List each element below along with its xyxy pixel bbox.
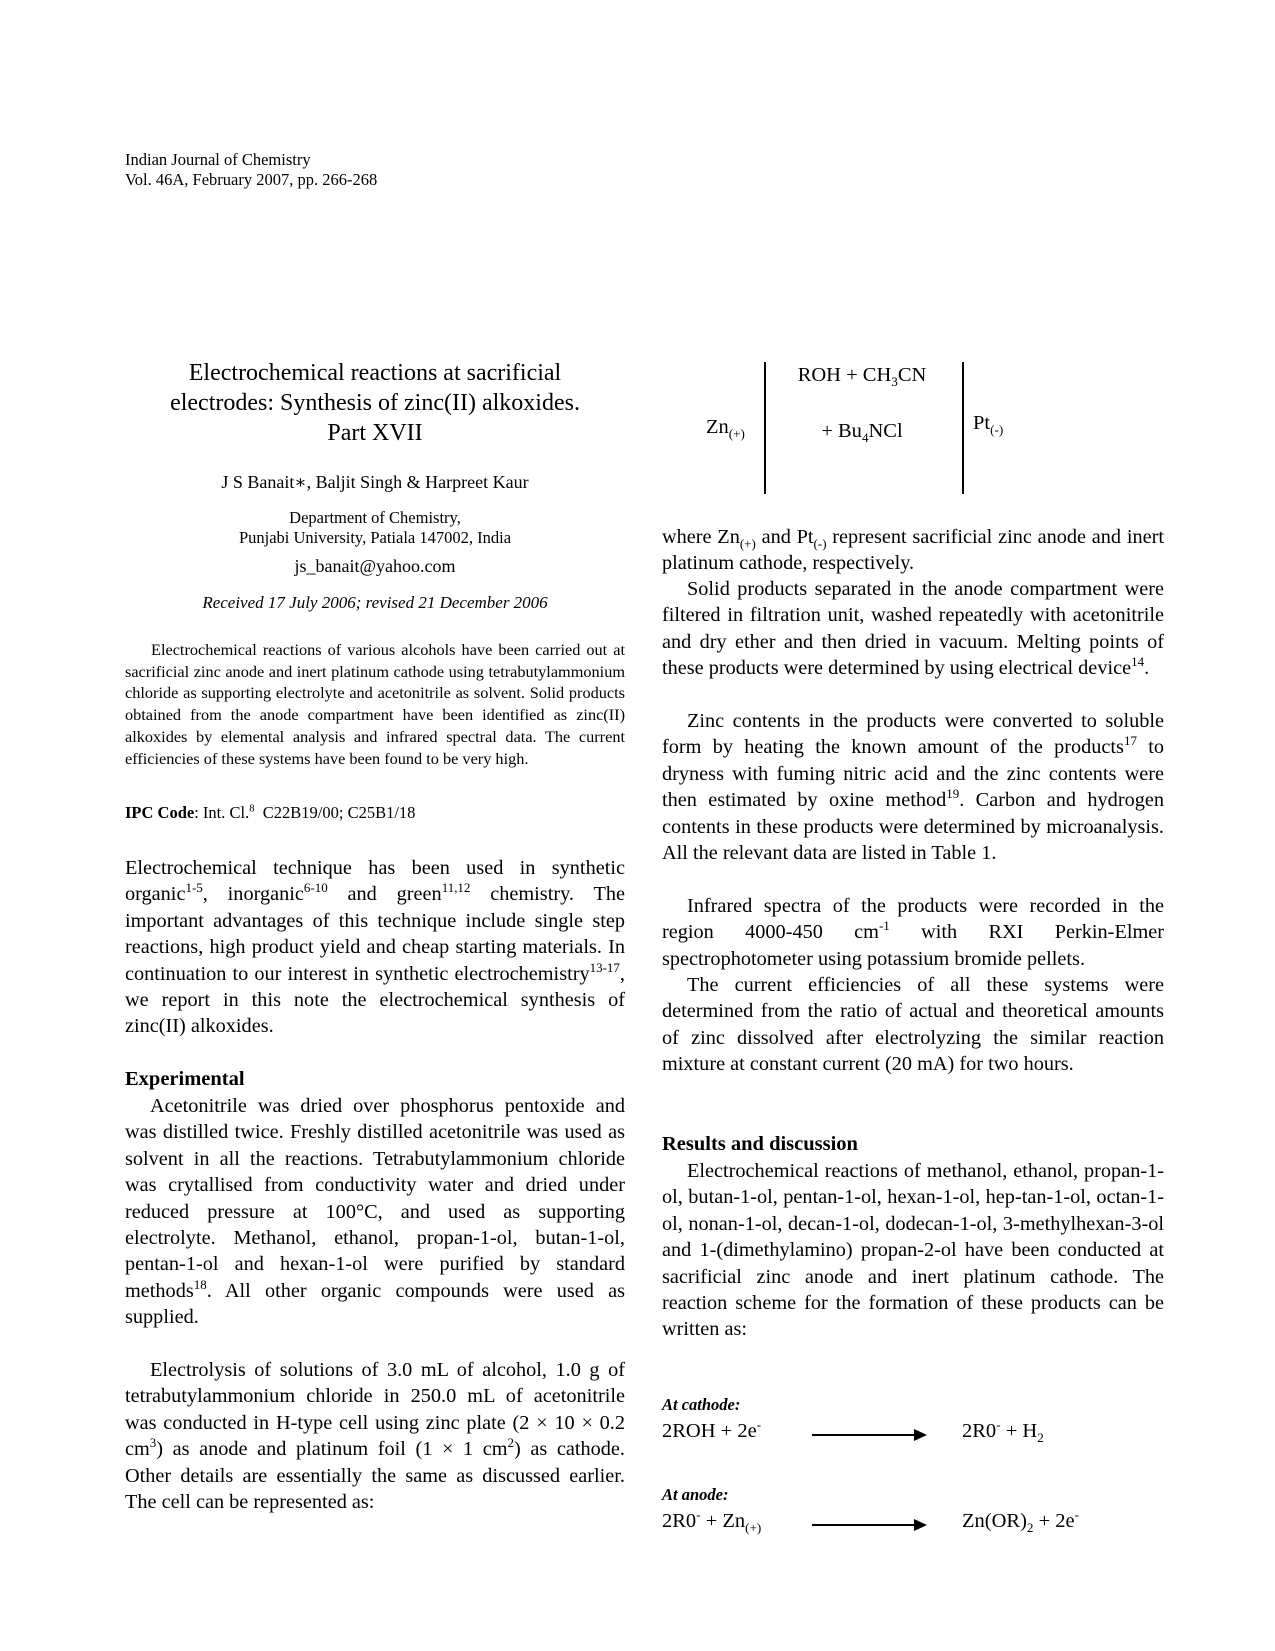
cathode-products: $2R0^- + H_2$ [962, 1417, 1044, 1446]
results-paragraph-1: Electrochemical reactions of methanol, ethanol, propan-1-ol, butan-1-ol, pentan-1-ol, hexan-1-ol, hep-tan-1-ol, octan-1-ol, nonan-1-ol, decan-1-ol, dodecan-1-ol, 3-methylhexan-3-ol and 1-(dimethylamino) propan-2-ol have been conducted at sacrificial zinc anode and inert platinum cathode. The reaction scheme for the formation of these products can be written as: [662, 1160, 1164, 1341]
anode-arrow-head [914, 1519, 927, 1531]
right-paragraph-3: Zinc contents in the products were converted to soluble form by heating the known amount of the products$^{17}$ to dryness with fuming nitric acid and the zinc contents were then estimated by oxine method$^{19}$. Carbon and hydrogen contents in these products were determined by microanalysis. All the relevant data are listed in Table 1. [662, 710, 1164, 865]
experimental-paragraph-2: Electrolysis of solutions of 3.0 mL of alcohol, 1.0 g of tetrabutylammonium chloride in 250.0 mL of acetonitrile was conducted in H-type cell using zinc plate (2 × 10 × 0.2 $cm^3$) as anode and platinum foil (1 × 1 $cm^2$) as cathode. Other details are essentially the same as discussed earlier. The cell can be represented as: [125, 1359, 626, 1514]
ipc-label: IPC Code [125, 803, 195, 822]
right-paragraph-2: Solid products separated in the anode compartment were filtered in filtration unit, washed repeatedly with acetonitrile and dry ether and then dried in vacuum. Melting points of these products were determined by using electrical device$^{14}$. [662, 578, 1164, 680]
cell-description: where $Zn_{(+)}$ and $Pt_{(-)}$ represent sacrificial zinc anode and inert platinum cathode, respectively. [662, 526, 1164, 575]
author-email[interactable]: js_banait@yahoo.com [294, 556, 456, 576]
cathode-arrow [812, 1434, 918, 1436]
ipc-code: IPC Code: Int. Cl.$^8$ C22B19/00; C25B1/18 [125, 803, 416, 822]
authors: J S Banait∗, Baljit Singh & Harpreet Kaur [221, 472, 529, 492]
affiliation-line-2: Punjabi University, Patiala 147002, India [238, 528, 512, 547]
cathode-arrow-head [914, 1429, 927, 1441]
ipc-codes: C22B19/00; C25B1/18 [262, 803, 416, 822]
title-line-2: electrodes: Synthesis of zinc(II) alkoxides. [170, 390, 580, 416]
cathode-label: At cathode: [662, 1395, 741, 1414]
received-dates: Received 17 July 2006; revised 21 December 2006 [202, 593, 548, 612]
anode-label: At anode: [662, 1485, 729, 1504]
journal-volume: Vol. 46A, February 2007, pp. 266-268 [125, 170, 378, 189]
cell-right-divider [962, 362, 964, 494]
abstract: Electrochemical reactions of various alcohols have been carried out at sacrificial zinc anode and inert platinum cathode using tetrabutylammonium chloride as supporting electrolyte and acetonitrile as solvent. Solid products obtained from the anode compartment have been identified as zinc(II) alkoxides by elemental analysis and infrared spectral data. The current efficiencies of these systems have been found to be very high. [125, 640, 625, 768]
journal-header [125, 150, 377, 190]
anode-products: $Zn(OR)_2 + 2e^-$ [962, 1507, 1080, 1536]
paper-title [125, 358, 625, 448]
intro-paragraph: Electrochemical technique has been used in synthetic organic$^{1-5}$, inorganic$^{6-10}$ and green$^{11,12}$ chemistry. The important advantages of this technique include single step reactions, high product yield and cheap starting materials. In continuation to our interest in synthetic electrochemistry$^{13-17}$, we report in this note the electrochemical synthesis of zinc(II) alkoxides. [125, 857, 625, 1038]
title-line-3: Part XVII [327, 420, 423, 446]
affiliation-line-1: Department of Chemistry, [289, 508, 461, 527]
cathode-reactants: 2ROH + 2e- [662, 1417, 762, 1442]
anode-reactants: $2R0^- + Zn_{(+)}$ [662, 1507, 762, 1536]
cell-cathode: $Pt_{(-)}$ [973, 412, 1004, 438]
experimental-heading: Experimental [125, 1068, 245, 1090]
experimental-paragraph-1: Acetonitrile was dried over phosphorus pentoxide and was distilled twice. Freshly distilled acetonitrile was used as solvent in all the reactions. Tetrabutylammonium chloride was crytallised from conductivity water and dried under reduced pressure at 100°C, and used as supporting electrolyte. Methanol, ethanol, propan-1-ol, butan-1-ol, pentan-1-ol and hexan-1-ol were purified by standard methods$^{18}$. All other organic compounds were used as supplied. [125, 1095, 625, 1329]
results-heading: Results and discussion [662, 1133, 858, 1155]
cell-anode: $Zn_{(+)}$ [706, 416, 745, 442]
journal-name: Indian Journal of Chemistry [125, 150, 311, 169]
cell-electrolyte-top: ROH + $CH_3CN$ [797, 364, 927, 390]
right-paragraph-4: Infrared spectra of the products were recorded in the region 4000-450 $cm^{-1}$ with RXI Perkin-Elmer spectrophotometer using potassium bromide pellets. [662, 895, 1164, 970]
affiliation [125, 508, 625, 548]
cell-electrolyte-bottom: + $Bu_4NCl$ [821, 420, 903, 446]
cell-diagram [662, 360, 1164, 500]
title-line-1: Electrochemical reactions at sacrificial [188, 360, 562, 386]
right-paragraph-5: The current efficiencies of all these systems were determined from the ratio of actual and theoretical amounts of zinc dissolved after electrolyzing the similar reaction mixture at constant current (20 mA) for two hours. [662, 974, 1164, 1076]
anode-arrow [812, 1524, 918, 1526]
